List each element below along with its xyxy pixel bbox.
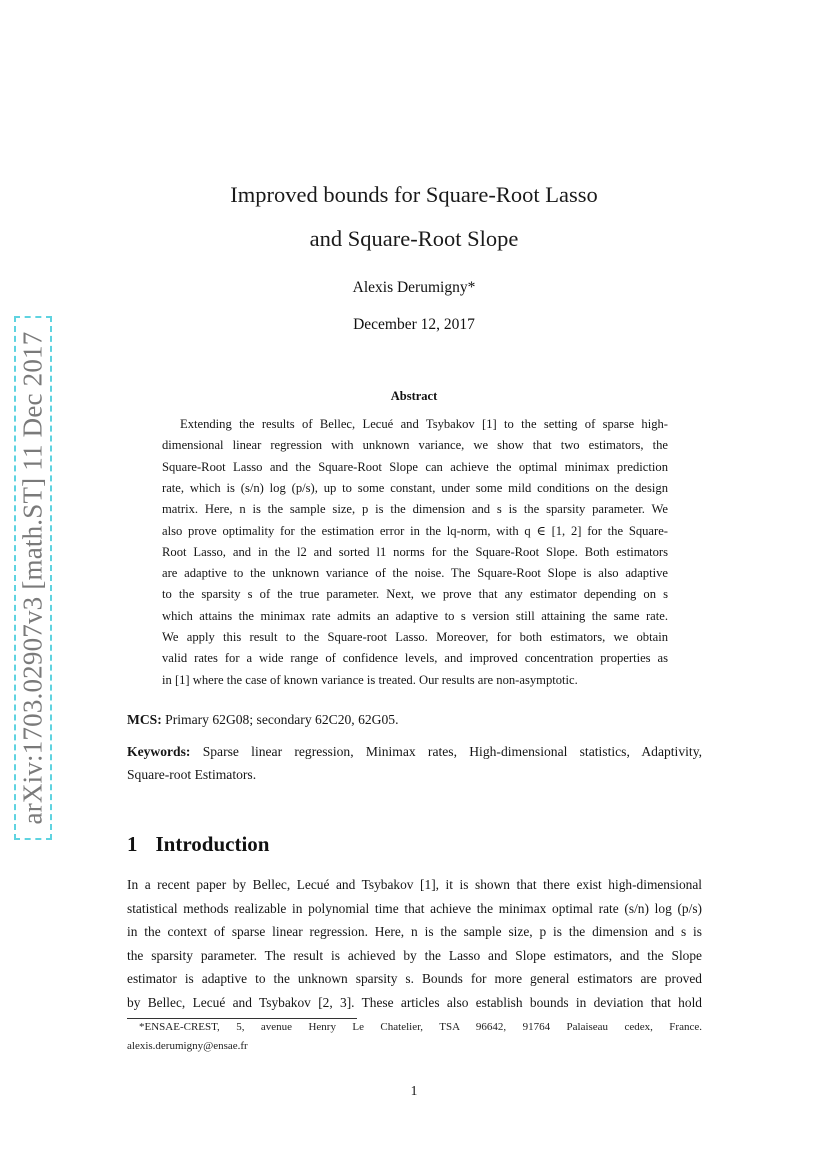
mcs-text: Primary 62G08; secondary 62C20, 62G05. [165, 712, 399, 727]
body-line: estimator is adaptive to the unknown sparsity s. Bounds for more general estimators are proved [127, 971, 702, 986]
body-line: statistical methods realizable in polynomial time that achieve the minimax optimal rate (s/n) log (p/s) [127, 900, 702, 916]
paper-title-line-1: Improved bounds for Square-Root Lasso [230, 182, 598, 207]
abstract-line: rate, which is (s/n) log (p/s), up to some constant, under some mild conditions on the design [162, 480, 668, 495]
abstract-line: valid rates for a wide range of confidence levels, and improved concentration properties as [162, 651, 668, 666]
section-title: Introduction [155, 832, 270, 856]
mcs-classification [127, 712, 702, 728]
author-name: Alexis Derumigny* [352, 279, 476, 296]
paper-title-line-2: and Square-Root Slope [309, 226, 519, 251]
abstract-line: Square-Root Lasso and the Square-Root Slope can achieve the optimal minimax prediction [162, 459, 668, 474]
body-line: In a recent paper by Bellec, Lecué and Tsybakov [1], it is shown that there exist high-dimensional [127, 877, 702, 892]
abstract-heading: Abstract [390, 389, 438, 403]
abstract-line: dimensional linear regression with unknown variance, we show that two estimators, the [162, 438, 668, 453]
footnote-divider [127, 1018, 357, 1019]
abstract-line: in [1] where the case of known variance is treated. Our results are non-asymptotic. [162, 672, 578, 687]
footnote-email: alexis.derumigny@ensae.fr [127, 1040, 248, 1052]
abstract-line: which attains the minimax rate admits an adaptive to s version still attaining the same rate. [162, 608, 668, 623]
keywords-line-1 [127, 744, 702, 760]
abstract-line: to the sparsity s of the true parameter. Next, we prove that any estimator depending on s [162, 587, 668, 602]
keywords-label: Keywords: [127, 744, 191, 759]
keywords-text: Sparse linear regression, Minimax rates, High-dimensional statistics, Adaptivity, [202, 744, 703, 759]
abstract-line: Root Lasso, and in the l2 and sorted l1 norms for the Square-Root Slope. Both estimators [162, 544, 668, 559]
body-line: by Bellec, Lecué and Tsybakov [2, 3]. These articles also establish bounds in deviation that hold [127, 994, 702, 1010]
section-number: 1 [127, 832, 138, 856]
footnote-affiliation: *ENSAE-CREST, 5, avenue Henry Le Chatelier, TSA 96642, 91764 Palaiseau cedex, France. [139, 1021, 702, 1033]
abstract-line: We apply this result to the Square-root Lasso. Moreover, for both estimators, we obtain [162, 630, 668, 644]
abstract-line: also prove optimality for the estimation error in the lq-norm, with q ∈ [1, 2] for the Square- [162, 523, 668, 538]
keywords-line-2: Square-root Estimators. [127, 767, 257, 782]
page-number: 1 [410, 1083, 418, 1098]
body-line: in the context of sparse linear regression. Here, n is the sample size, p is the dimension and s is [127, 924, 702, 939]
body-line: the sparsity parameter. The result is achieved by the Lasso and Slope estimators, and the Slope [127, 947, 702, 963]
paper-date: December 12, 2017 [353, 316, 475, 333]
abstract-line: Extending the results of Bellec, Lecué and Tsybakov [1] to the setting of sparse high- [180, 417, 668, 431]
arxiv-stamp-text: arXiv:1703.02907v3 [math.ST] 11 Dec 2017 [17, 331, 48, 825]
mcs-label: MCS: [127, 712, 162, 727]
section-heading-introduction [127, 832, 269, 857]
abstract-line: matrix. Here, n is the sample size, p is the dimension and s is the sparsity parameter. We [162, 502, 668, 517]
abstract-line: are adaptive to the unknown variance of the noise. The Square-Root Slope is also adaptive [162, 566, 668, 581]
